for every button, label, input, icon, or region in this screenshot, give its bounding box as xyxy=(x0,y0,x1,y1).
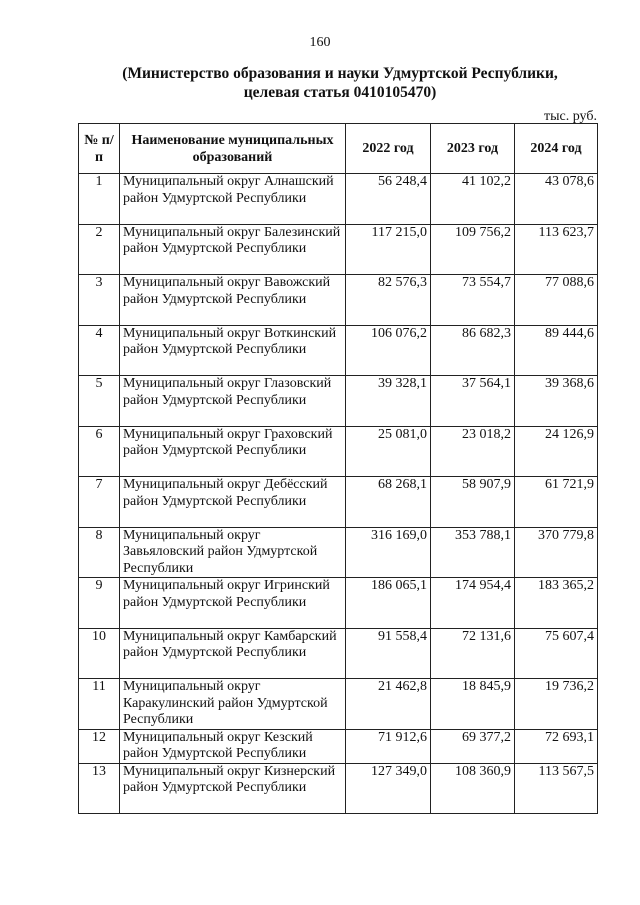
row-value-2024: 113 623,7 xyxy=(515,224,598,275)
header-2023: 2023 год xyxy=(431,124,515,174)
row-value-2024: 43 078,6 xyxy=(515,174,598,225)
row-value-2022: 56 248,4 xyxy=(346,174,431,225)
row-value-2022: 39 328,1 xyxy=(346,376,431,427)
table-row xyxy=(79,275,598,326)
row-value-2024: 77 088,6 xyxy=(515,275,598,326)
table-row xyxy=(79,174,598,225)
row-name: Муниципальный округ Граховский район Удмуртской Республики xyxy=(120,426,346,477)
row-value-2023: 23 018,2 xyxy=(431,426,515,477)
header-num: № п/п xyxy=(79,124,120,174)
table-row xyxy=(79,578,598,629)
row-value-2023: 69 377,2 xyxy=(431,729,515,763)
row-value-2022: 91 558,4 xyxy=(346,628,431,679)
table-header-row xyxy=(79,124,598,174)
row-value-2022: 82 576,3 xyxy=(346,275,431,326)
row-name: Муниципальный округ Глазовский район Удмуртской Республики xyxy=(120,376,346,427)
row-value-2023: 353 788,1 xyxy=(431,527,515,578)
row-value-2024: 72 693,1 xyxy=(515,729,598,763)
row-value-2024: 113 567,5 xyxy=(515,763,598,814)
row-value-2023: 108 360,9 xyxy=(431,763,515,814)
row-value-2024: 19 736,2 xyxy=(515,679,598,730)
row-name: Муниципальный округ Вавожский район Удмуртской Республики xyxy=(120,275,346,326)
row-name: Муниципальный округ Дебёсский район Удмуртской Республики xyxy=(120,477,346,528)
row-value-2023: 41 102,2 xyxy=(431,174,515,225)
row-value-2024: 39 368,6 xyxy=(515,376,598,427)
row-value-2022: 106 076,2 xyxy=(346,325,431,376)
row-value-2024: 183 365,2 xyxy=(515,578,598,629)
row-value-2023: 73 554,7 xyxy=(431,275,515,326)
header-2022: 2022 год xyxy=(346,124,431,174)
table-row xyxy=(79,477,598,528)
row-num: 9 xyxy=(79,578,120,629)
row-value-2023: 37 564,1 xyxy=(431,376,515,427)
row-value-2022: 25 081,0 xyxy=(346,426,431,477)
table-row xyxy=(79,729,598,763)
row-value-2023: 86 682,3 xyxy=(431,325,515,376)
row-value-2022: 117 215,0 xyxy=(346,224,431,275)
table-row xyxy=(79,527,598,578)
row-value-2024: 24 126,9 xyxy=(515,426,598,477)
row-num: 7 xyxy=(79,477,120,528)
heading-line-2: целевая статья 0410105470) xyxy=(243,84,437,101)
row-num: 6 xyxy=(79,426,120,477)
table-row xyxy=(79,679,598,730)
table-row xyxy=(79,628,598,679)
row-value-2022: 71 912,6 xyxy=(346,729,431,763)
table-row xyxy=(79,325,598,376)
row-name: Муниципальный округ Завьяловский район Удмуртской Республики xyxy=(120,527,346,578)
row-num: 1 xyxy=(79,174,120,225)
row-value-2022: 68 268,1 xyxy=(346,477,431,528)
document-heading xyxy=(100,64,580,102)
row-value-2024: 61 721,9 xyxy=(515,477,598,528)
row-name: Муниципальный округ Каракулинский район Удмуртской Республики xyxy=(120,679,346,730)
row-num: 3 xyxy=(79,275,120,326)
page-number: 160 xyxy=(309,35,331,50)
row-num: 2 xyxy=(79,224,120,275)
row-value-2024: 370 779,8 xyxy=(515,527,598,578)
table-row xyxy=(79,763,598,814)
row-name: Муниципальный округ Камбарский район Удмуртской Республики xyxy=(120,628,346,679)
row-num: 13 xyxy=(79,763,120,814)
row-num: 12 xyxy=(79,729,120,763)
row-name: Муниципальный округ Воткинский район Удмуртской Республики xyxy=(120,325,346,376)
row-value-2023: 58 907,9 xyxy=(431,477,515,528)
row-value-2022: 127 349,0 xyxy=(346,763,431,814)
units-label: тыс. руб. xyxy=(544,109,597,124)
row-name: Муниципальный округ Игринский район Удмуртской Республики xyxy=(120,578,346,629)
row-value-2023: 109 756,2 xyxy=(431,224,515,275)
heading-line-1: (Министерство образования и науки Удмуртской Республики, xyxy=(122,65,558,82)
table-row xyxy=(79,224,598,275)
row-name: Муниципальный округ Кизнерский район Удмуртской Республики xyxy=(120,763,346,814)
table-row xyxy=(79,376,598,427)
row-value-2023: 72 131,6 xyxy=(431,628,515,679)
row-name: Муниципальный округ Балезинский район Удмуртской Республики xyxy=(120,224,346,275)
row-value-2024: 89 444,6 xyxy=(515,325,598,376)
row-num: 11 xyxy=(79,679,120,730)
row-name: Муниципальный округ Алнашский район Удмуртской Республики xyxy=(120,174,346,225)
table-row xyxy=(79,426,598,477)
row-value-2023: 18 845,9 xyxy=(431,679,515,730)
row-value-2022: 21 462,8 xyxy=(346,679,431,730)
header-name: Наименование муниципальных образований xyxy=(120,124,346,174)
row-value-2022: 316 169,0 xyxy=(346,527,431,578)
row-num: 8 xyxy=(79,527,120,578)
row-name: Муниципальный округ Кезский район Удмуртской Республики xyxy=(120,729,346,763)
header-2024: 2024 год xyxy=(515,124,598,174)
row-num: 5 xyxy=(79,376,120,427)
row-value-2022: 186 065,1 xyxy=(346,578,431,629)
row-value-2023: 174 954,4 xyxy=(431,578,515,629)
row-value-2024: 75 607,4 xyxy=(515,628,598,679)
budget-table xyxy=(78,123,598,814)
row-num: 10 xyxy=(79,628,120,679)
row-num: 4 xyxy=(79,325,120,376)
